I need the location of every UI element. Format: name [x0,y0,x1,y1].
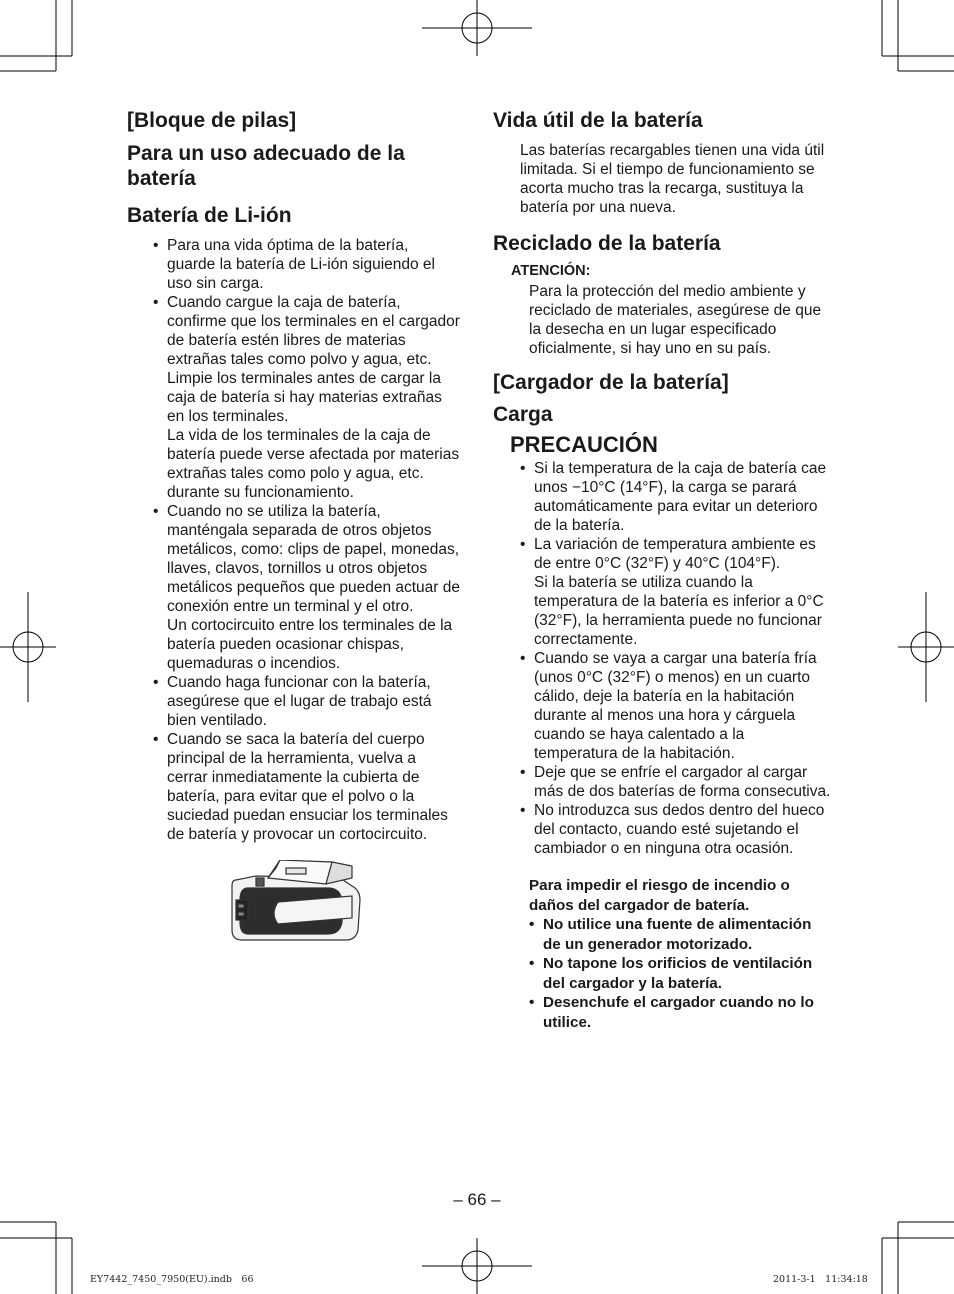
list-item: • Si la temperatura de la caja de batería cae unos −10°C (14°F), la carga se parará automáticamente para evitar un deterioro de la batería. [520,459,831,535]
list-item: • Cuando cargue la caja de batería, confirme que los terminales en el cargador de batería estén libres de materias extrañas tales como polvo y agua, etc. Limpie los terminales antes de cargar la caja de batería si hay materias extrañas en los terminales. La vida de los terminales de la caja de batería puede verse afectada por materias extrañas tales como polo y agua, etc. durante su funcionamiento. [153,293,460,502]
page-number: – 66 – [453,1190,501,1209]
fire-warning-block [529,876,831,1032]
list-item-note: La vida de los terminales de la caja de batería puede verse afectada por materias extrañas tales como polo y agua, etc. durante su funcionamiento. [167,427,460,501]
list-item: • La variación de temperatura ambiente es de entre 0°C (32°F) y 40°C (104°F). Si la batería se utiliza cuando la temperatura de la batería es inferior a 0°C (32°F), la herramienta puede no funcionar correctamente. [520,535,831,649]
attention-label: ATENCIÓN: [511,263,591,279]
right-column [493,108,831,1032]
section-title-battery-pack: [Bloque de pilas] [127,109,297,132]
section-title-charger: [Cargador de la batería] [493,371,729,394]
list-item: • Cuando haga funcionar con la batería, asegúrese que el lugar de trabajo está bien ventilado. [153,673,460,730]
title-charging: Carga [493,403,553,426]
fire-warning-heading: Para impedir el riesgo de incendio o daños del cargador de batería. [529,877,790,914]
footer-timestamp: 2011-3-1 11:34:18 [773,1274,868,1285]
title-li-ion: Batería de Li-ión [127,204,292,227]
caution-title: PRECAUCIÓN [510,432,658,457]
list-item: • Cuando se vaya a cargar una batería fría (unos 0°C (32°F) o menos) en un cuarto cálido, deje la batería en la habitación durante al menos una hora y cárguela cuando se haya calentado a la temperatura de la habitación. [520,649,831,763]
list-item: • Cuando no se utiliza la batería, manténgala separada de otros objetos metálicos, como: clips de papel, monedas, llaves, clavos, tornillos u otros objetos metálicos pequeños que pueden actuar de conexión entre un terminal y el otro. Un cortocircuito entre los terminales de la batería pueden ocasionar chispas, quemaduras o incendios. [153,502,460,673]
title-proper-use: Para un uso adecuado de la batería [127,142,405,190]
li-ion-bullet-list [153,236,460,844]
battery-pack-illustration [228,860,362,944]
title-recycling: Reciclado de la batería [493,232,721,255]
charging-bullet-list [520,459,831,858]
list-item: • No tapone los orificios de ventilación del cargador y la batería. [529,954,831,993]
list-item: • No introduzca sus dedos dentro del hueco del contacto, cuando esté sujetando el cambiador o en ninguna otra ocasión. [520,801,831,858]
title-battery-life: Vida útil de la batería [493,109,703,132]
battery-life-text: Las baterías recargables tienen una vida útil limitada. Si el tiempo de funcionamiento se acorta mucho tras la recarga, sustituya la batería por una nueva. [520,142,825,216]
list-item: • Para una vida óptima de la batería, guarde la batería de Li-ión siguiendo el uso sin carga. [153,236,460,293]
list-item: • Desenchufe el cargador cuando no lo utilice. [529,993,831,1032]
list-item: • No utilice una fuente de alimentación de un generador motorizado. [529,915,831,954]
footer-file-name: EY7442_7450_7950(EU).indb 66 [90,1274,254,1285]
list-item-note: Un cortocircuito entre los terminales de la batería pueden ocasionar chispas, quemaduras o incendios. [167,617,453,672]
list-item: • Cuando se saca la batería del cuerpo principal de la herramienta, vuelva a cerrar inmediatamente la cubierta de batería, para evitar que el polvo o la suciedad puedan ensuciar los terminales de batería y provocar un cortocircuito. [153,730,460,844]
list-item-note: Si la batería se utiliza cuando la temperatura de la batería es inferior a 0°C (32°F), la herramienta puede no funcionar correctamente. [534,574,824,648]
fire-warning-list [529,915,831,1032]
recycling-text: Para la protección del medio ambiente y reciclado de materiales, asegúrese de que la desecha en un lugar especificado oficialmente, si hay uno en su país. [529,283,822,357]
left-column [127,108,460,944]
list-item: • Deje que se enfríe el cargador al cargar más de dos baterías de forma consecutiva. [520,763,831,801]
